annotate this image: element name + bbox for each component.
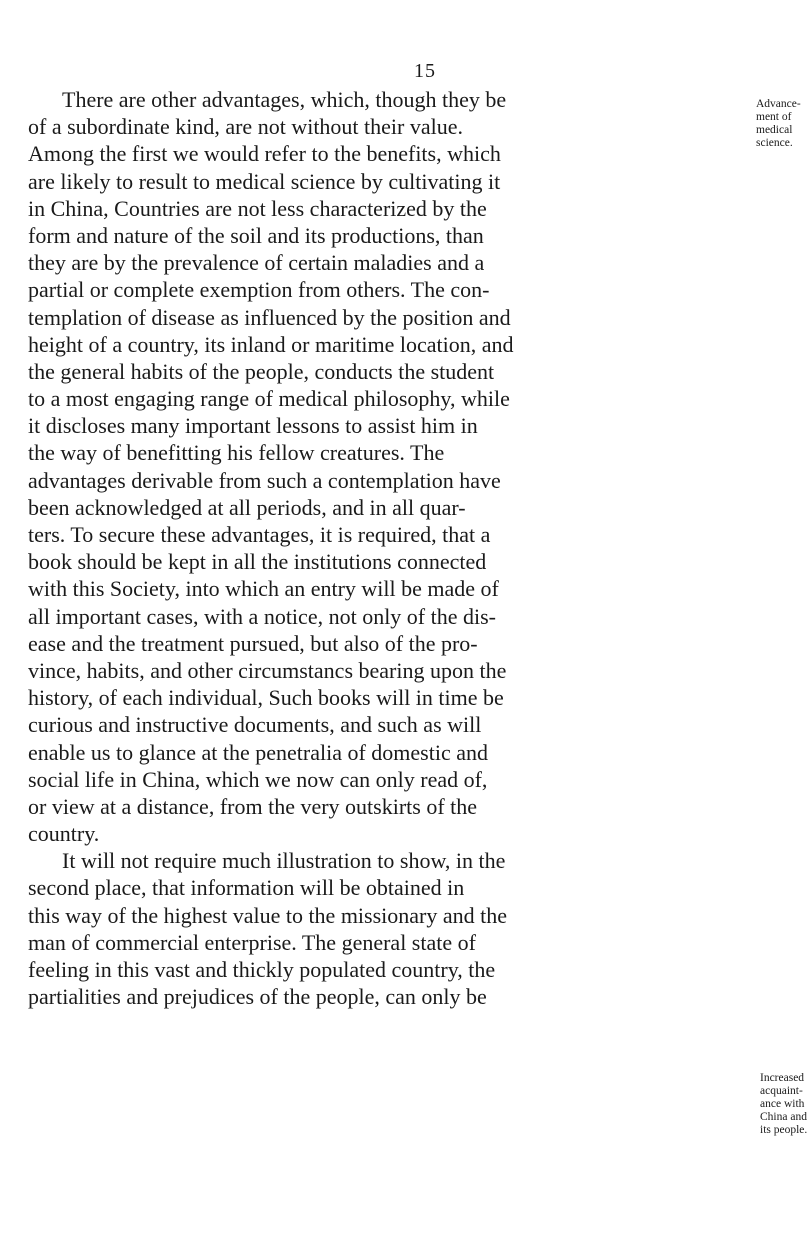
margin-note-line: science. [756, 137, 793, 149]
text-line: It will not require much illustration to show, in the [62, 848, 506, 874]
text-line: curious and instructive documents, and such as will [28, 712, 482, 738]
text-line: the way of benefitting his fellow creatures. The [28, 440, 445, 466]
text-line: ters. To secure these advantages, it is required, that a [28, 522, 491, 547]
text-line: all important cases, with a notice, not only of the dis- [28, 603, 497, 629]
text-line: to a most engaging range of medical philosophy, while [28, 386, 510, 412]
margin-note-line: acquaint- [760, 1085, 803, 1097]
text-line: in China, Countries are not less characterized by the [28, 195, 487, 221]
text-line: There are other advantages, which, though they be [62, 87, 507, 112]
text-line: are likely to result to medical science by cultivating it [28, 168, 501, 194]
margin-note-line: its people. [760, 1124, 807, 1136]
text-line: been acknowledged at all periods, and in all quar- [28, 494, 466, 520]
text-line: height of a country, its inland or maritime location, and [28, 331, 514, 357]
margin-note-line: Increased [760, 1072, 805, 1084]
margin-note-line: Advance- [756, 98, 801, 110]
text-line: social life in China, which we now can only read of, [28, 766, 488, 792]
margin-note-line: medical [756, 124, 793, 136]
text-line: vince, habits, and other circumstancs bearing upon the [28, 657, 507, 683]
text-line: templation of disease as influenced by the position and [28, 304, 511, 330]
text-line: book should be kept in all the institutions connected [28, 549, 487, 575]
margin-note-line: ment of [756, 111, 792, 123]
text-line: advantages derivable from such a contemplation have [28, 467, 501, 493]
margin-note-advancement [756, 98, 801, 150]
text-line: enable us to glance at the penetralia of domestic and [28, 739, 488, 765]
body-text [28, 86, 754, 1010]
text-line: country. [28, 821, 100, 847]
page-number: 15 [414, 60, 436, 82]
text-line: second place, that information will be obtained in [28, 875, 465, 901]
text-line: or view at a distance, from the very outskirts of the [28, 793, 478, 819]
text-line: the general habits of the people, conducts the student [28, 358, 495, 384]
margin-note-line: ance with [760, 1098, 805, 1110]
text-line: partial or complete exemption from others. The con- [28, 277, 490, 303]
text-line: they are by the prevalence of certain maladies and a [28, 250, 485, 276]
text-line: of a subordinate kind, are not without their value. [28, 114, 463, 140]
text-line: form and nature of the soil and its productions, than [28, 222, 484, 248]
text-line: with this Society, into which an entry will be made of [28, 576, 499, 602]
text-line: feeling in this vast and thickly populated country, the [28, 957, 496, 982]
text-line: it discloses many important lessons to assist him in [28, 413, 478, 439]
text-line: this way of the highest value to the missionary and the [28, 902, 508, 928]
margin-note-acquaintance [760, 1072, 807, 1137]
margin-note-line: China and [760, 1111, 807, 1123]
text-line: history, of each individual, Such books will in time be [28, 685, 504, 711]
text-line: man of commercial enterprise. The general state of [28, 929, 476, 955]
text-line: Among the first we would refer to the benefits, which [28, 141, 501, 167]
text-line: ease and the treatment pursued, but also of the pro- [28, 630, 478, 656]
text-line: partialities and prejudices of the people, can only be [28, 984, 487, 1010]
